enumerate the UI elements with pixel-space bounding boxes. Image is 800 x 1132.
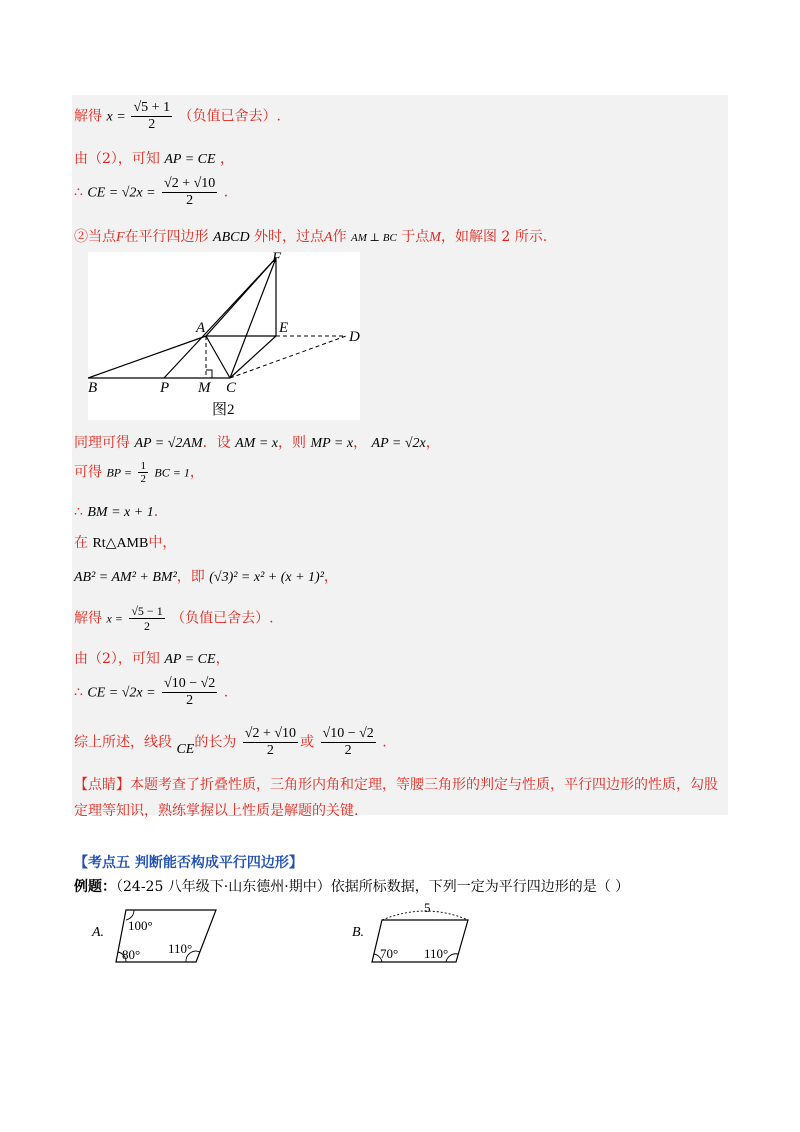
text: ，则 bbox=[277, 435, 306, 451]
comment-line-1 bbox=[74, 774, 718, 794]
figure-caption: 图2 bbox=[212, 402, 235, 418]
solution-line-7 bbox=[74, 504, 158, 521]
math: F bbox=[116, 230, 125, 245]
math: BP = bbox=[106, 465, 132, 480]
math: BM = x + 1 bbox=[87, 505, 154, 520]
text: ， bbox=[189, 464, 204, 481]
fraction bbox=[243, 726, 298, 759]
choice-a-label[interactable]: A. bbox=[92, 925, 105, 940]
math: AP = CE bbox=[164, 152, 216, 167]
text: 外时，过点 bbox=[254, 229, 325, 245]
text: ②当点 bbox=[74, 229, 116, 245]
math: AM ⊥ BC bbox=[351, 232, 397, 244]
example-question bbox=[74, 876, 629, 896]
point-label-p: P bbox=[160, 380, 170, 396]
choice-b-label[interactable]: B. bbox=[352, 925, 365, 940]
numerator: √10 − √2 bbox=[322, 726, 374, 741]
text: ， bbox=[353, 435, 368, 451]
text: 于点 bbox=[401, 229, 430, 245]
text: ∴ bbox=[74, 684, 83, 701]
point-label-c: C bbox=[226, 380, 237, 396]
example-text: （24-25 八年级下·山东德州·期中）依据所标数据，下列一定为平行四边形的是（ ） bbox=[116, 879, 630, 895]
numerator: √5 − 1 bbox=[131, 604, 163, 618]
denominator: 2 bbox=[186, 193, 194, 208]
point-label-m: M bbox=[198, 380, 211, 396]
math: AP = √2AM bbox=[134, 436, 203, 451]
numerator: 1 bbox=[140, 460, 146, 472]
math: A bbox=[324, 230, 333, 245]
math: AM = x bbox=[235, 436, 278, 451]
text: ∴ bbox=[74, 184, 83, 201]
point-label-f: F bbox=[272, 252, 282, 266]
denominator: 2 bbox=[186, 693, 194, 708]
math: M bbox=[429, 230, 441, 245]
text: 的长为 bbox=[194, 734, 237, 751]
text: . bbox=[382, 734, 387, 751]
solution-line-6 bbox=[74, 460, 204, 485]
solution-line-11 bbox=[74, 648, 230, 668]
text: ， bbox=[425, 435, 440, 451]
segment-ba bbox=[88, 336, 206, 378]
segment-cd-dashed bbox=[230, 336, 346, 378]
text: 解得 bbox=[74, 108, 102, 125]
math: CE bbox=[176, 741, 195, 757]
math: Rt△AMB bbox=[92, 536, 149, 551]
right-angle-mark bbox=[206, 370, 212, 378]
fraction bbox=[162, 176, 217, 209]
text: ，如解图 2 所示. bbox=[440, 229, 548, 245]
comment-tag: 【点睛】 bbox=[74, 777, 130, 793]
math: AP = √2x bbox=[371, 436, 426, 451]
figure-2 bbox=[88, 252, 360, 420]
solution-line-10 bbox=[74, 604, 274, 633]
denominator: 2 bbox=[266, 743, 274, 758]
solution-line-4 bbox=[74, 226, 547, 246]
solution-line-5 bbox=[74, 432, 440, 452]
solution-line-13 bbox=[74, 726, 387, 759]
fraction bbox=[162, 676, 217, 709]
numerator: √10 − √2 bbox=[164, 676, 216, 691]
angle-label: 110° bbox=[424, 946, 449, 961]
angle-label: 110° bbox=[168, 941, 193, 956]
point-label-a: A bbox=[196, 320, 206, 336]
example-label: 例题： bbox=[74, 879, 116, 895]
point-label-d: D bbox=[349, 329, 360, 345]
math: AB² = AM² + BM² bbox=[74, 570, 177, 585]
math-eq: = bbox=[117, 109, 126, 125]
text: 或 bbox=[300, 734, 315, 751]
angle-label: 80° bbox=[122, 947, 141, 962]
solution-line-1 bbox=[74, 100, 281, 133]
denominator: 2 bbox=[140, 473, 146, 485]
comment-text: 本题考查了折叠性质，三角形内角和定理，等腰三角形的判定与性质，平行四边形的性质，勾股 bbox=[130, 777, 718, 793]
math: BC = 1 bbox=[154, 465, 190, 480]
text: ， bbox=[215, 651, 230, 667]
math: AP = CE bbox=[164, 652, 216, 667]
comment-line-2 bbox=[74, 800, 358, 820]
math: MP = x bbox=[310, 436, 354, 451]
choice-a-figure[interactable] bbox=[112, 906, 222, 968]
math-var: x bbox=[106, 109, 113, 125]
text: （负值已舍去）. bbox=[171, 610, 274, 627]
solution-line-3 bbox=[74, 176, 228, 209]
math: ABCD bbox=[213, 230, 250, 245]
text: 在 bbox=[74, 535, 88, 551]
text: ， bbox=[220, 151, 235, 167]
text: ，即 bbox=[176, 569, 205, 585]
text: 由（2），可知 bbox=[74, 151, 160, 167]
text: 综上所述，线段 bbox=[74, 734, 172, 751]
segment-ce bbox=[230, 336, 276, 378]
numerator: √2 + √10 bbox=[244, 726, 297, 741]
text: ∴ bbox=[74, 504, 83, 520]
fraction bbox=[321, 726, 376, 759]
solution-line-12 bbox=[74, 676, 228, 709]
fraction bbox=[138, 460, 148, 485]
text: （负值已舍去）. bbox=[178, 108, 281, 125]
segment-cf bbox=[230, 258, 276, 378]
text: 在平行四边形 bbox=[124, 229, 209, 245]
text: 中， bbox=[148, 535, 177, 551]
denominator: 2 bbox=[144, 619, 151, 633]
text: 作 bbox=[332, 229, 347, 245]
text: . bbox=[223, 184, 229, 201]
angle-label: 100° bbox=[128, 918, 153, 933]
point-label-e: E bbox=[279, 320, 289, 336]
segment-af bbox=[206, 258, 276, 336]
solution-line-8 bbox=[74, 532, 176, 552]
text: 同理可得 bbox=[74, 435, 130, 451]
numerator: √2 + √10 bbox=[164, 176, 216, 191]
numerator: √5 + 1 bbox=[133, 100, 171, 115]
text: . bbox=[153, 504, 159, 520]
text: 解得 bbox=[74, 610, 102, 627]
text: ．设 bbox=[202, 435, 231, 451]
solution-line-9 bbox=[74, 566, 338, 586]
math: CE = √2x = bbox=[87, 685, 156, 701]
section-title: 【考点五 判断能否构成平行四边形】 bbox=[74, 855, 303, 871]
fraction bbox=[131, 100, 172, 133]
side-label: 5 bbox=[424, 900, 431, 915]
solution-line-2 bbox=[74, 148, 234, 168]
point-label-b: B bbox=[88, 380, 98, 396]
math: x = bbox=[106, 611, 123, 626]
comment-text: 定理等知识，熟练掌握以上性质是解题的关键. bbox=[74, 803, 359, 819]
text: 可得 bbox=[74, 464, 102, 481]
text: 由（2），可知 bbox=[74, 651, 160, 667]
math: (√3)² = x² + (x + 1)² bbox=[209, 570, 324, 585]
segment-ac bbox=[206, 336, 230, 378]
denominator: 2 bbox=[344, 743, 352, 758]
angle-label: 70° bbox=[380, 946, 399, 961]
text: . bbox=[223, 684, 229, 701]
choice-b-figure[interactable] bbox=[368, 898, 478, 968]
math: CE = √2x = bbox=[87, 185, 156, 201]
denominator: 2 bbox=[148, 117, 156, 132]
text: ， bbox=[323, 569, 338, 585]
fraction bbox=[129, 604, 164, 633]
